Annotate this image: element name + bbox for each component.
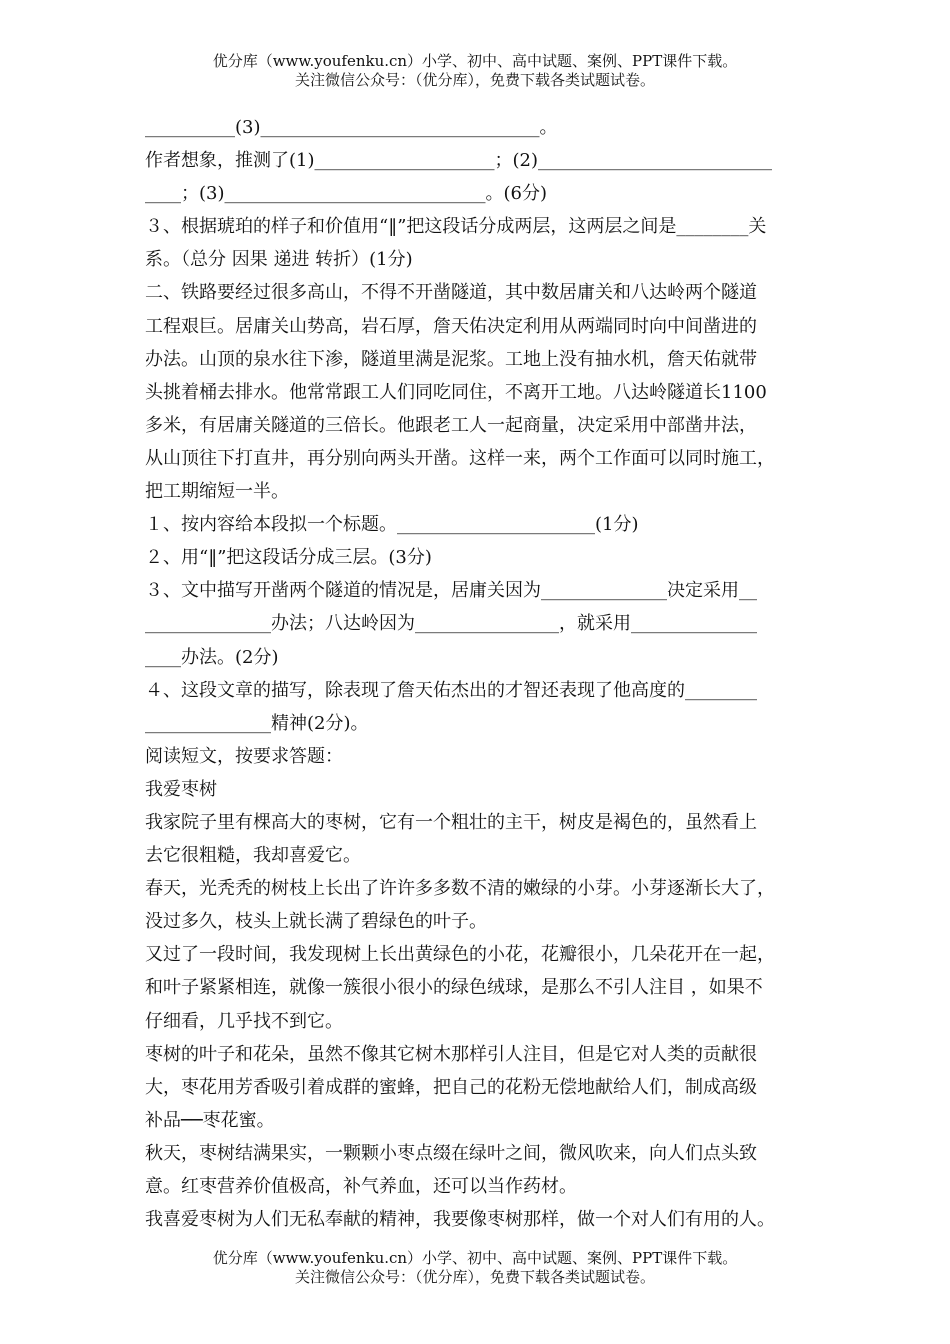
page-header (0, 52, 950, 90)
essay-line: 去它很粗糙，我却喜爱它。 (145, 845, 361, 867)
essay-line: 又过了一段时间，我发现树上长出黄绿色的小花，花瓣很小，几朵花开在一起， (145, 944, 775, 966)
question-line: ２、用“‖”把这段话分成三层。(3分) (145, 547, 432, 569)
question-line: ______________办法；八达岭因为________________，就采用______________ (145, 613, 757, 635)
footer-line-2: 关注微信公众号：（优分库），免费下载各类试题试卷。 (294, 1268, 655, 1286)
text-line: ____；(3)_____________________________。(6分) (145, 183, 547, 205)
essay-line: 和叶子紧紧相连，就像一簇很小很小的绿色绒球，是那么不引人注目 ，如果不 (145, 977, 763, 999)
page-footer (0, 1249, 950, 1287)
passage-line: 从山顶往下打直井，再分别向两头开凿。这样一来，两个工作面可以同时施工， (145, 447, 775, 469)
question-line: ３、根据琥珀的样子和价值用“‖”把这段话分成两层，这两层之间是________关 (145, 216, 767, 238)
essay-line: 没过多久，枝头上就长满了碧绿色的叶子。 (145, 911, 487, 933)
essay-line: 枣树的叶子和花朵，虽然不像其它树木那样引人注目，但是它对人类的贡献很 (145, 1043, 757, 1065)
question-line: ３、文中描写开凿两个隧道的情况是，居庸关因为______________决定采用__ (145, 580, 757, 602)
text-line: __________(3)_______________________________。 (145, 117, 558, 138)
document-body (145, 111, 810, 1236)
essay-line: 春天，光秃秃的树枝上长出了许许多多数不清的嫩绿的小芽。小芽逐渐长大了， (145, 878, 775, 900)
text-line: 作者想象，推测了(1)____________________；(2)__________________________ (145, 150, 772, 172)
question-line: 系。（总分 因果 递进 转折）(1分) (145, 249, 413, 271)
essay-title: 我爱枣树 (145, 778, 217, 800)
passage-line: 头挑着桶去排水。他常常跟工人们同吃同住，不离开工地。八达岭隧道长1100 (145, 381, 767, 403)
essay-line: 秋天，枣树结满果实，一颗颗小枣点缀在绿叶之间，微风吹来，向人们点头致 (145, 1142, 757, 1164)
essay-line: 我家院子里有棵高大的枣树，它有一个粗壮的主干，树皮是褐色的，虽然看上 (145, 811, 757, 833)
essay-line: 我喜爱枣树为人们无私奉献的精神，我要像枣树那样，做一个对人们有用的人。 (145, 1209, 775, 1231)
footer-line-1: 优分库（www.youfenku.cn）小学、初中、高中试题、案例、PPT课件下载。 (212, 1249, 738, 1267)
essay-line: 补品──枣花蜜。 (145, 1109, 275, 1131)
header-line-1: 优分库（www.youfenku.cn）小学、初中、高中试题、案例、PPT课件下载。 (212, 52, 738, 70)
passage-line: 办法。山顶的泉水往下渗，隧道里满是泥浆。工地上没有抽水机，詹天佑就带 (145, 348, 757, 370)
passage-line: 工程艰巨。居庸关山势高，岩石厚，詹天佑决定利用从两端同时向中间凿进的 (145, 315, 757, 337)
instruction-line: 阅读短文，按要求答题： (145, 745, 343, 767)
passage-line: 多米，有居庸关隧道的三倍长。他跟老工人一起商量，决定采用中部凿井法， (145, 414, 757, 436)
passage-line: 把工期缩短一半。 (145, 481, 289, 503)
question-line: ____办法。(2分) (145, 646, 279, 668)
question-line: ４、这段文章的描写，除表现了詹天佑杰出的才智还表现了他高度的________ (145, 679, 757, 701)
question-line: ______________精神(2分)。 (145, 712, 369, 734)
essay-line: 大，枣花用芳香吸引着成群的蜜蜂，把自己的花粉无偿地献给人们，制成高级 (145, 1076, 757, 1098)
question-line: １、按内容给本段拟一个标题。______________________(1分) (145, 514, 639, 536)
passage-line: 二、铁路要经过很多高山，不得不开凿隧道，其中数居庸关和八达岭两个隧道 (145, 282, 757, 304)
essay-line: 仔细看，几乎找不到它。 (145, 1010, 343, 1032)
header-line-2: 关注微信公众号：（优分库），免费下载各类试题试卷。 (294, 71, 655, 89)
essay-line: 意。红枣营养价值极高，补气养血，还可以当作药材。 (145, 1176, 577, 1197)
